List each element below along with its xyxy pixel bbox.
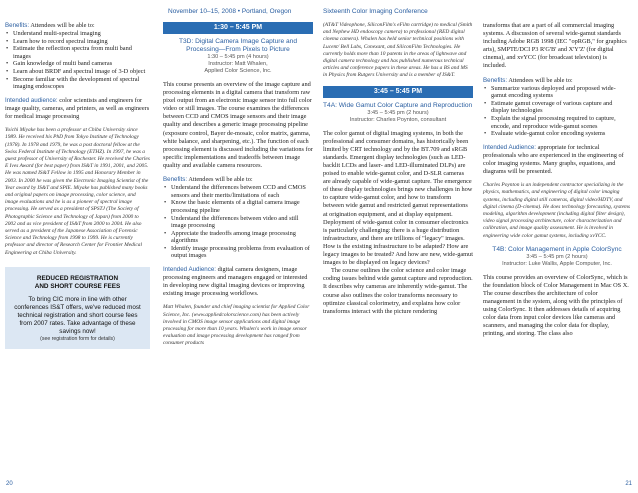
box-title-1: REDUCED REGISTRATION (36, 274, 119, 282)
course-title-t4b: T4B: Color Management in Apple ColorSync (492, 245, 622, 253)
course-time-t4a: 3:45 – 5:45 pm (2 hours) (367, 109, 429, 116)
course-instructor-t3d: Instructor: Matt Whalen, (208, 61, 268, 67)
benefits-heading-2: Benefits: Attendees will be able to: (163, 176, 253, 184)
right-page (319, 0, 638, 493)
header-conference: Sixteenth Color Imaging Conference (323, 8, 428, 15)
benefits-heading-1: Benefits: Attendees will be able to: (5, 22, 95, 29)
list-item: • Evaluate wide-gamut color encoding systems (483, 130, 631, 138)
audience-4: Intended Audience: appropriate for technical professionals who are experienced in the engineering of color imaging systems. Many graphs, equations, and diagrams will be presented. (483, 143, 624, 176)
list-item: • Learn how to record spectral imaging (5, 38, 150, 46)
course-affiliation-t3d: Applied Color Science, Inc. (204, 68, 272, 74)
list-item: • Appreciate the tradeoffs among image processing algorithms (163, 230, 313, 245)
benefits-list-1 (5, 30, 150, 91)
list-item: • Identify image processing problems from evaluation of output images (163, 245, 313, 260)
list-item: • Know the basic elements of a digital camera image processing pipeline (163, 199, 313, 214)
box-body: To bring CIC more in line with other conferences IS&T offers, we've reduced most technical registration and short course fees from 2007 rates. Take advantage of these savings now! (14, 295, 141, 335)
page-number-right: 21 (625, 481, 632, 487)
audience-2: Intended Audience: digital camera designers, image processing engineers and managers engaged or interested in developing new digital imaging devices or improving existing image processing workflows. (163, 266, 308, 298)
instructor-bio-1: Yoichi Miyake has been a professor at Chiba University since 1989. He received his PhD from Tokyo Institute of Technology (1978). In 1978 and 1979, he was a post doctoral fellow at the Swiss Federal Institute of Technology (ETHZ). In 1997, he was a guest professor of University of Rochester. He received the Charles E Ives Award (for best paper) from IS&T in 1991, 2001, and 2005. He was named IS&T Fellow in 1995 and Honorary Member in 2003. In 2000 he was given the Electronic Imaging Scientist of the Year award by IS&T and SPIE. Miyake has published many books and original papers on image processing, color science, and image evaluations and he is as a pioneer of spectral image processing. He served as a president of SPSTJ (The Society of Photographic Science and Technology of Japan) from 2000 to 2002 and as vice president of IS&T from 2000 to 2004. He also served as a president of the Japanese Association of Forensic Science and Technology from 1998 to 1999. He is currently professor and director of Research Center for Frontier Medical Engineering at Chiba University. (5, 127, 150, 256)
course-desc-t4a-2: The course outlines the color science and color image coding issues behind wide gamut capture and reproduction. It describes why cameras are inherently wide-gamut. The course also outlines the color transforms necessary to optimize classical colorimetry, and explains how color transforms interact with the picture rendering (323, 267, 473, 315)
column-3 (323, 22, 473, 316)
list-item: • Understand multi-spectral imaging (5, 30, 150, 38)
time-bar-2: 3:45 – 5:45 PM (323, 86, 473, 98)
benefits-heading-4: Benefits: Attendees will be able to: (483, 76, 573, 84)
list-item: • Gain knowledge of multi band cameras (5, 60, 150, 68)
time-bar-1: 1:30 – 5:45 PM (163, 22, 313, 34)
page-number-left: 20 (6, 481, 13, 487)
column-2 (163, 22, 313, 348)
list-item: • Learn about BRDF and spectral image of 3-D object (5, 68, 150, 76)
instructor-bio-2: Matt Whalen, founder and chief imaging scientist for Applied Color Science, Inc. (www.appliedcolorscience.com) has been actively involved in CMOS image sensor applications and digital image processing for more than 10 years. Whalen's work in image sensor evaluation and image processing development has ranged from consumer products (163, 304, 310, 347)
box-title-2: AND SHORT COURSE FEES (34, 282, 121, 290)
column-4 (483, 22, 631, 339)
list-item: • Explain the signal processing required to capture, encode, and reproduce wide-gamut scenes (483, 115, 631, 130)
course-title-t4a: T4A: Wide Gamut Color Capture and Reproduction (323, 101, 473, 109)
course-instructor-t4b: Instructor: Luke Wallis, Apple Computer, Inc. (502, 260, 612, 267)
list-item: • Estimate gamut coverage of various capture and display technologies (483, 100, 631, 115)
column-1 (5, 22, 150, 349)
course-time-t4b: 3:45 – 5:45 pm (2 hours) (526, 253, 588, 260)
course-title-t3d: T3D: Digital Camera Image Capture and Processing—From Pixels to Picture (178, 38, 297, 53)
course-instructor-t4a: Instructor: Charles Poynton, consultant (349, 116, 447, 123)
course-desc-t4a-1: The color gamut of digital imaging systems, in both the professional and consumer domains, has historically been limited by CRT technology and by the BT.709 and sRGB standards. Emergent display technologies (such as LED-backlit LCDs and laser- and LED-illuminated DLPs) are poised to enable wide-gamut color, and D-SLR cameras are already capable of wide-gamut capture. The emergence of these display technologies brings new challenges in how to capture wide-gamut color, and how to transform between wide gamut and restricted gamut representations at origination equipment, and at display equipment. Deployment of wide-gamut color in consumer electronics is particularly challenging: there is a huge distribution infrastructure, and there are trillions of "legacy" images. How is the existing infrastructure to be adapted? How are legacy images to be treated? And how are new, wide-gamut images to be displayed on legacy devices? (323, 129, 473, 267)
course-desc-t4a-3: transforms that are a part of all commercial imaging systems. A discussion of several wide-gamut standards including Adobe RGB 1998 (IEC "opRGB," for graphics arts), SMPTE/DCI P3 R'G'B' and X'Y'Z' (for digital cinema), and xvYCC (for broadcast television) is included. (483, 22, 627, 70)
course-time-t3d: 1:30 – 5:45 pm (4 hours) (207, 54, 269, 60)
instructor-bio-2-cont: (AT&T Videophone, SiliconFilm's eFilm cartridge) to medical (Smith and Nephew HD endoscopy camera) to professional (RED digital cinema camera). Whalen has held senior technical positions with Lucent/ Bell Labs, Conexant, and SiliconFilm Technologies. He currently holds more than 10 patents in the areas of lightwave and digital camera technology and has published numerous technical articles and conference papers in these areas. He has a BS and MS in Physics from Rutgers University and is a member of IS&T. (323, 22, 473, 79)
instructor-bio-4: Charles Poynton is an independent contractor specializing in the physics, mathematics, and engineering of digital color imaging systems, including digital still cameras, digital video/HDTV, and digital cinema (D-cinema). He does technology forecasting, systems modeling, algorithm development (including digital filter design), video signal processing architecture, color characterization and calibration, and image quality assessment. He is involved in engineering wide color gamut systems, including xvYCC. (483, 182, 630, 239)
header-date-location: November 10–15, 2008 • Portland, Oregon (168, 8, 292, 15)
benefits-list-4 (483, 85, 631, 138)
list-item: • Summarize various deployed and proposed wide-gamut encoding systems (483, 85, 631, 100)
list-item: • Estimate the reflection spectra from multi band images (5, 45, 150, 60)
box-note: (see registration form for details) (40, 335, 115, 342)
audience-1: Intended audience: color scientists and engineers for image quality, cameras, and printers, as well as engineers for medical image processing (5, 96, 150, 121)
course-desc-t4b: This course provides an overview of ColorSync, which is the foundation block of Color Management in Mac OS X. The course describes the architecture of color management in the system, along with the principles of using ColorSync. It then addresses details of acquiring color data from input color devices like cameras and scanners, and managing the color data for display, printing, and storing. The class also (483, 273, 629, 338)
list-item: • Understand the differences between CCD and CMOS sensors and their merits/limitations of each (163, 184, 313, 199)
benefits-list-2 (163, 184, 313, 260)
list-item: • Become familiar with the development of spectral imaging endoscopes (5, 76, 150, 91)
reduced-fees-box (5, 267, 150, 349)
list-item: • Understand the differences between video and still image processing (163, 215, 313, 230)
course-desc-t3d: This course presents an overview of the image capture and processing elements in a digital camera that transform raw pixel output from an electronic image sensor into full color video or still images. The course examines the differences between CCD and CMOS image sensors and their image quality and describes a generic image processing pipeline (exposure control, Bayer de-mosaic, color matrix, gamma, white balance, and sharpening, etc.). The function of each processing element is discussed including the variations for specific implementations and tradeoffs between image quality and available camera resources. (163, 81, 313, 169)
